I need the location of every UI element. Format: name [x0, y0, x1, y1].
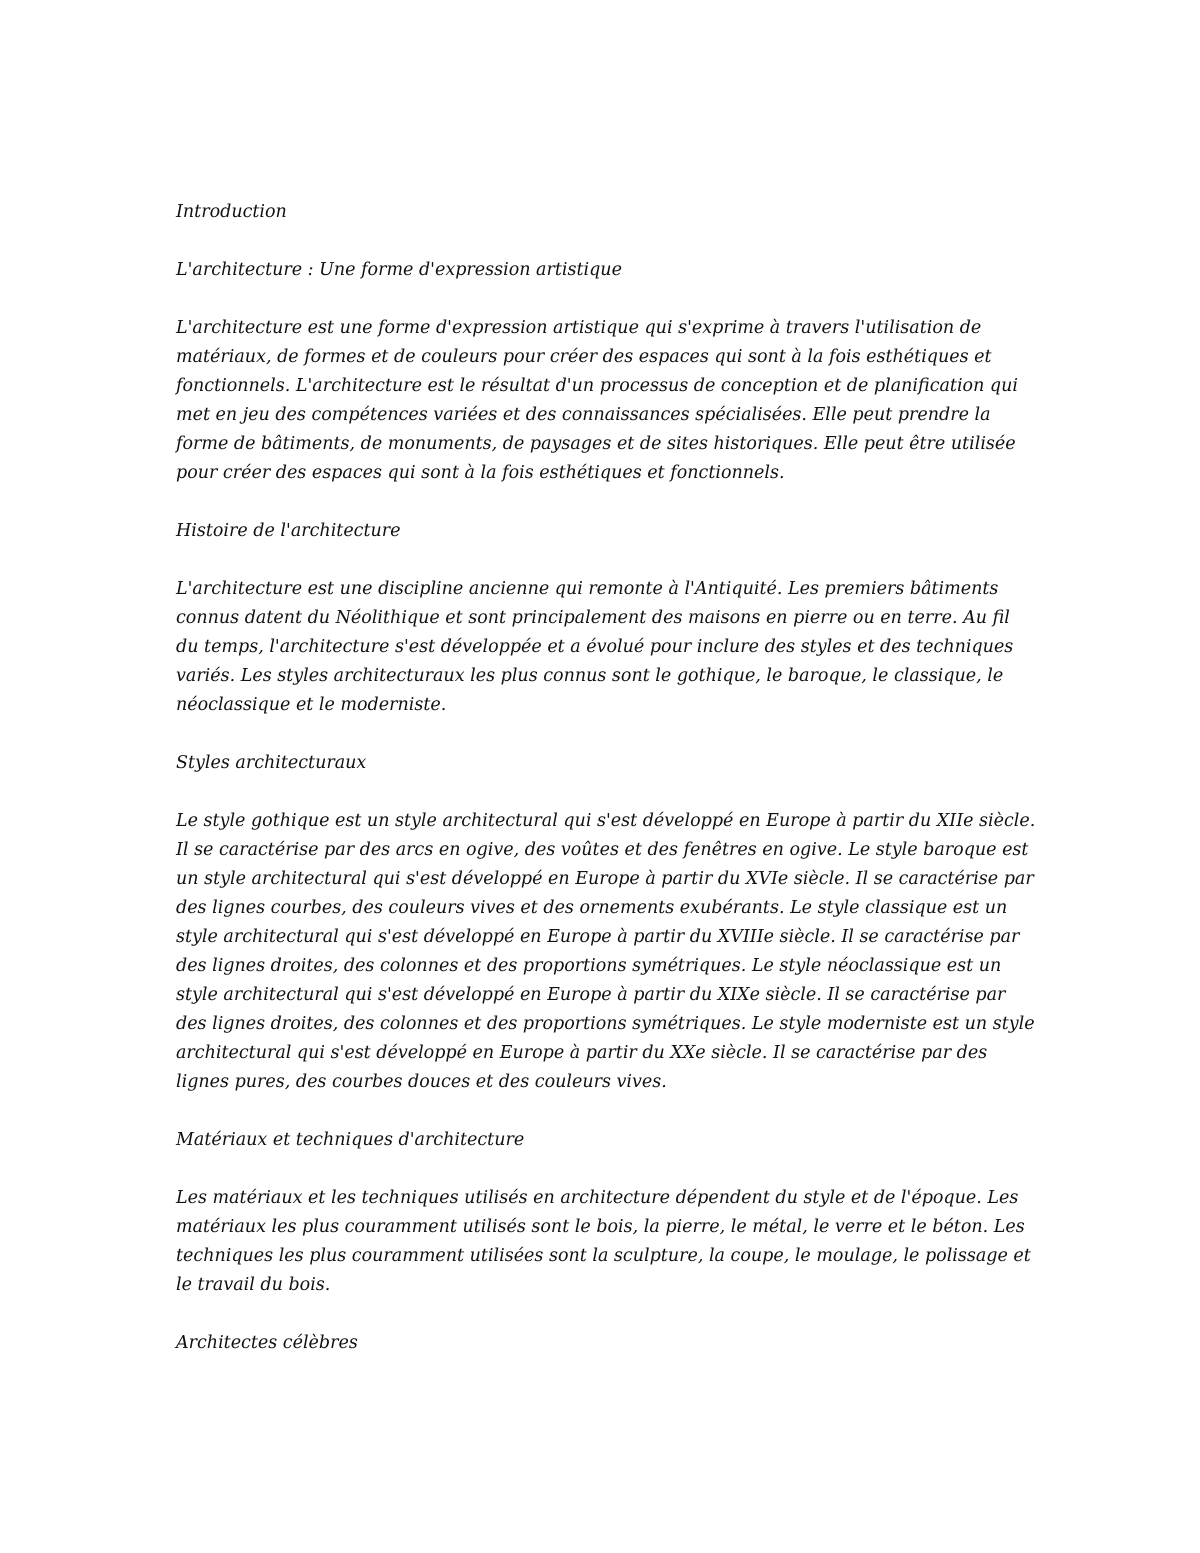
text-line: variés. Les styles architecturaux les plus connus sont le gothique, le baroque, le classique, le [176, 666, 1004, 686]
text-line: forme de bâtiments, de monuments, de paysages et de sites historiques. Elle peut être utilisée [176, 434, 1016, 454]
text-line: L'architecture est une forme d'expression artistique qui s'exprime à travers l'utilisation de [176, 318, 982, 338]
text-line: le travail du bois. [176, 1275, 331, 1295]
heading-introduction: Introduction [176, 202, 287, 222]
document-body [176, 198, 1036, 1387]
heading-histoire: Histoire de l'architecture [176, 521, 401, 541]
text-line: lignes pures, des courbes douces et des couleurs vives. [176, 1072, 667, 1092]
text-line: des lignes courbes, des couleurs vives et des ornements exubérants. Le style classique est un [176, 898, 1008, 918]
paragraph-histoire [176, 575, 1026, 720]
text-line: fonctionnels. L'architecture est le résultat d'un processus de conception et de planification qui [176, 376, 1018, 396]
heading-architectes: Architectes célèbres [176, 1333, 358, 1353]
text-line: connus datent du Néolithique et sont principalement des maisons en pierre ou en terre. Au fil [176, 608, 1010, 628]
text-line: style architectural qui s'est développé en Europe à partir du XIXe siècle. Il se caractérise par [176, 985, 1006, 1005]
text-line: met en jeu des compétences variées et des connaissances spécialisées. Elle peut prendre la [176, 405, 991, 425]
text-line: matériaux, de formes et de couleurs pour créer des espaces qui sont à la fois esthétiques et [176, 347, 992, 367]
text-line: des lignes droites, des colonnes et des proportions symétriques. Le style néoclassique est un [176, 956, 1002, 976]
text-line: techniques les plus couramment utilisées sont la sculpture, la coupe, le moulage, le polissage et [176, 1246, 1031, 1266]
text-line: pour créer des espaces qui sont à la fois esthétiques et fonctionnels. [176, 463, 785, 483]
text-line: L'architecture est une discipline ancienne qui remonte à l'Antiquité. Les premiers bâtiments [176, 579, 999, 599]
paragraph-styles [176, 807, 1036, 1097]
heading-expression-artistique: L'architecture : Une forme d'expression artistique [176, 260, 622, 280]
paragraph-materiaux [176, 1184, 1031, 1300]
text-line: néoclassique et le moderniste. [176, 695, 447, 715]
text-line: style architectural qui s'est développé en Europe à partir du XVIIIe siècle. Il se caractérise par [176, 927, 1020, 947]
text-line: un style architectural qui s'est développé en Europe à partir du XVIe siècle. Il se caractérise par [176, 869, 1034, 889]
text-line: des lignes droites, des colonnes et des proportions symétriques. Le style moderniste est un style [176, 1014, 1035, 1034]
paragraph-expression-artistique [176, 314, 1026, 488]
text-line: Il se caractérise par des arcs en ogive, des voûtes et des fenêtres en ogive. Le style baroque est [176, 840, 1029, 860]
text-line: Les matériaux et les techniques utilisés en architecture dépendent du style et de l'époque. Les [176, 1188, 1019, 1208]
heading-styles: Styles architecturaux [176, 753, 367, 773]
heading-materiaux: Matériaux et techniques d'architecture [176, 1130, 525, 1150]
text-line: architectural qui s'est développé en Europe à partir du XXe siècle. Il se caractérise par des [176, 1043, 988, 1063]
text-line: Le style gothique est un style architectural qui s'est développé en Europe à partir du XIIe siècle. [176, 811, 1036, 831]
text-line: matériaux les plus couramment utilisés sont le bois, la pierre, le métal, le verre et le béton. Les [176, 1217, 1025, 1237]
text-line: du temps, l'architecture s'est développée et a évolué pour inclure des styles et des techniques [176, 637, 1014, 657]
